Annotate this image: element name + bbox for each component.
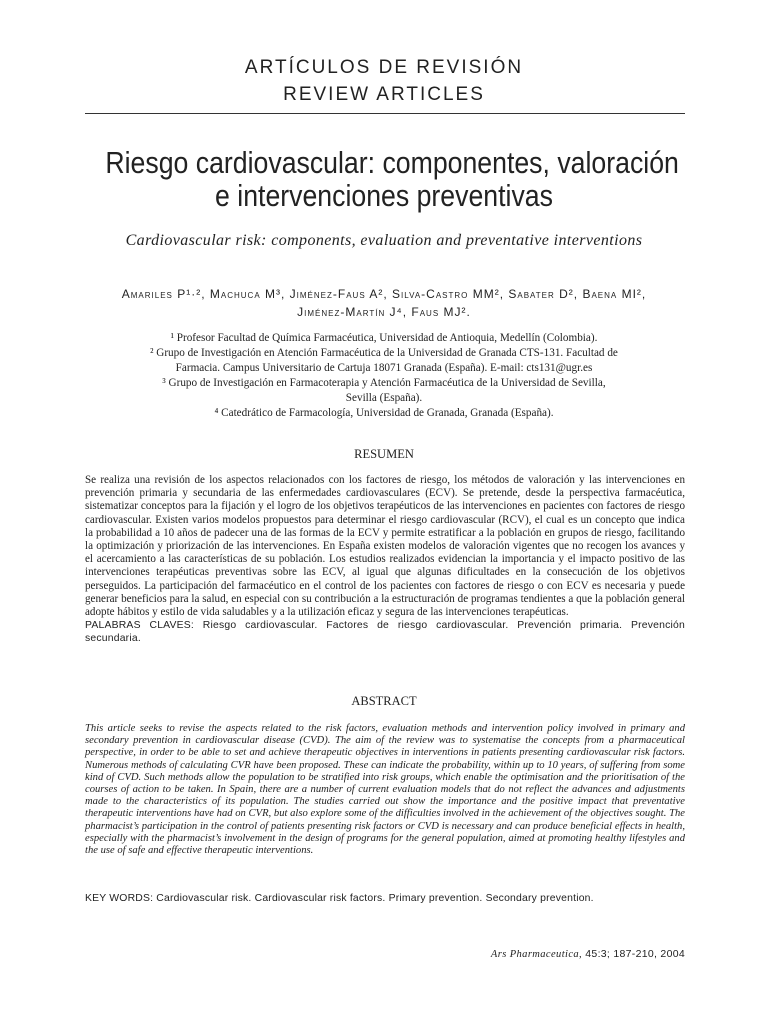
resumen-body: Se realiza una revisión de los aspectos relacionados con los factores de riesgo, los métodos de valoración y las intervenciones en prevención primaria y secundaria de las enfermedades cardiovasculares (ECV). Se pretende, desde la perspectiva farmacéutica, sistematizar conceptos para la fijación y el logro de los objetivos terapéuticos de las intervenciones en pacientes con factores de riesgo cardiovascular. Existen varios modelos propuestos para determinar el riesgo cardiovascular (RCV), el cual es un concepto que indica la probabilidad a 10 años de padecer una de las formas de la ECV y permite estratificar a la población en grupos de riesgo, facilitando la optimización y priorización de las intervenciones. En España existen modelos de valoración vigentes que no recogen los avances y el acercamiento a las características de su población. Los estudios realizados evidencian la importancia y el impacto positivo de las intervenciones terapéuticas preventivas sobre las ECV, al igual que algunas dificultades en la consecución de los objetivos perseguidos. La participación del farmacéutico en el control de los pacientes con factores de riesgo o con ECV es necesaria y puede generar beneficios para la salud, en especial con su contribución a la estructuración de programas tendientes a que la población general adopte hábitos y estilo de vida saludables y a la utilización eficaz y segura de las intervenciones terapéuticas.	[85, 474, 685, 619]
journal-citation	[380, 948, 685, 960]
authors-line-2: Jiménez-Martín J⁴, Faus MJ².	[297, 305, 471, 319]
affiliation-line: ³ Grupo de Investigación en Farmacoterapia y Atención Farmacéutica de la Universidad de Sevilla,	[162, 377, 606, 389]
affiliation-line: Sevilla (España).	[345, 392, 423, 404]
abstract-body: This article seeks to revise the aspects related to the risk factors, evaluation methods and intervention policy involved in primary and secondary prevention in cardiovascular disease (CVD). The aim of the review was to systematise the concepts from a pharmaceutical perspective, in order to be able to set and achieve therapeutic objectives in interventions in patients presenting cardiovascular risk factors. Numerous methods of calculating CVR have been proposed. These can indicate the probability, within up to 10 years, of suffering from some kind of CVD. Such methods allow the population to be stratified into risk groups, which enable the optimisation and the prioritisation of the courses of action to be taken. In Spain, there are a number of current evaluation models that do not reflect the advances and adjustments made to the characteristics of its population. The studies carried out show the importance and the positive impact that preventative therapeutic interventions have had on CVR, but also explore some of the difficulties involved in the achievement of the objectives sought. The pharmacist’s participation in the control of patients presenting risk factors or CVD is necessary and can produce beneficial effects in health, especially with the pharmacist’s involvement in the design of programs for the general population, aimed at promoting healthy lifestyles and the use of safe and effective therapeutic interventions.	[85, 723, 685, 857]
affiliations	[90, 331, 678, 421]
key-words: KEY WORDS: Cardiovascular risk. Cardiovascular risk factors. Primary prevention. Secondary prevention.	[85, 893, 594, 904]
title-line-1: Riesgo cardiovascular: componentes, valoración	[105, 145, 679, 180]
affiliation-line: ¹ Profesor Facultad de Química Farmacéutica, Universidad de Antioquia, Medellín (Colombia).	[170, 332, 598, 344]
abstract-heading: ABSTRACT	[351, 694, 417, 708]
title-line-2: e intervenciones preventivas	[215, 178, 553, 213]
authors-line-1: Amariles P¹·², Machuca M³, Jiménez-Faus A², Silva-Castro MM², Sabater D², Baena MI²,	[121, 287, 647, 301]
section-heading-en: REVIEW ARTICLES	[283, 84, 485, 105]
section-heading-es: ARTÍCULOS DE REVISIÓN	[244, 57, 524, 78]
resumen-heading: RESUMEN	[354, 447, 414, 461]
header-rule	[85, 113, 685, 114]
author-list	[70, 285, 698, 321]
volume-pages-year: 45:3; 187-210, 2004	[582, 948, 685, 960]
affiliation-line: Farmacia. Campus Universitario de Cartuja 18071 Granada (España). E-mail: cts131@ugr.es	[175, 362, 593, 374]
resumen-section	[85, 474, 685, 646]
journal-name: Ars Pharmaceutica,	[490, 949, 583, 960]
affiliation-line: ⁴ Catedrático de Farmacología, Universidad de Granada, Granada (España).	[214, 407, 554, 419]
palabras-claves: PALABRAS CLAVES: Riesgo cardiovascular. Factores de riesgo cardiovascular. Prevención primaria. Prevención secundaria.	[85, 620, 685, 645]
article-title	[105, 145, 679, 213]
article-subtitle: Cardiovascular risk: components, evaluation and preventative interventions	[125, 232, 643, 249]
affiliation-line: ² Grupo de Investigación en Atención Farmacéutica de la Universidad de Granada CTS-131. Facultad de	[150, 347, 618, 359]
